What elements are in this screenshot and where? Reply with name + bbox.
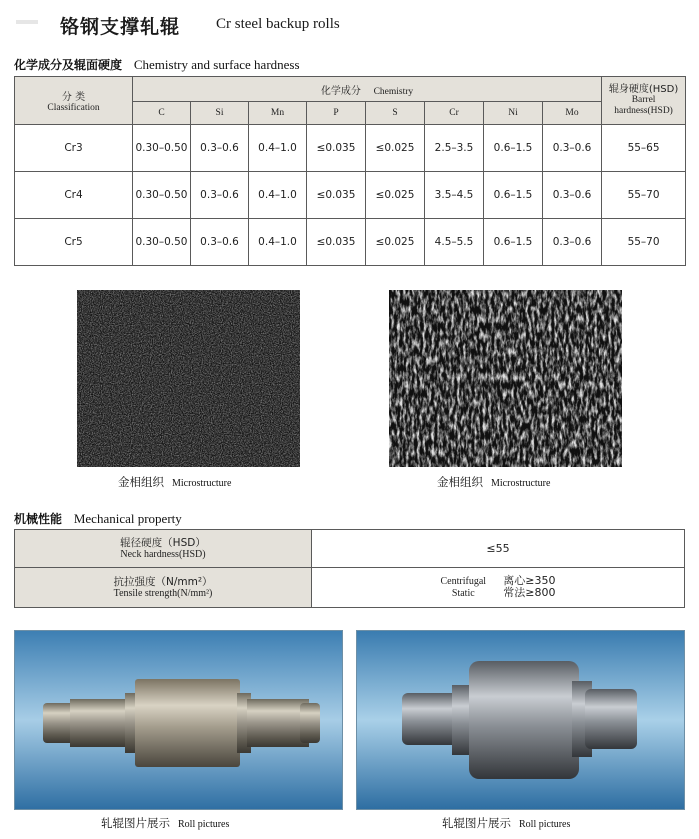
mechanical-section-title (14, 510, 182, 527)
roll-picture-right (356, 630, 685, 810)
caption-zh: 金相组织 (118, 475, 164, 489)
element-header: S (366, 102, 425, 125)
element-header: P (307, 102, 366, 125)
element-header: Mn (249, 102, 307, 125)
neck-hardness-label-zh: 辊径硬度（HSD） (120, 536, 206, 549)
value-cell: 0.3–0.6 (543, 125, 602, 172)
value-cell: ≤0.035 (307, 172, 366, 219)
hardness-header (602, 77, 686, 125)
element-header: Si (191, 102, 249, 125)
neck-hardness-label (15, 530, 312, 568)
value-cell: 0.4–1.0 (249, 172, 307, 219)
caption-zh: 金相组织 (437, 475, 483, 489)
tensile-strength-label-en: Tensile strength(N/mm²) (113, 587, 213, 599)
classification-header (15, 77, 133, 125)
value-cell: 4.5–5.5 (425, 219, 484, 266)
value-cell: 0.30–0.50 (133, 219, 191, 266)
table-row (15, 219, 686, 266)
grade-cell: Cr3 (15, 125, 133, 172)
static-value: 常法≥800 (503, 586, 556, 599)
chemistry-header-en: Chemistry (373, 86, 414, 97)
value-cell: ≤0.035 (307, 125, 366, 172)
element-header: Mo (543, 102, 602, 125)
roll-caption-left (101, 815, 229, 831)
element-header: Cr (425, 102, 484, 125)
value-cell: 0.3–0.6 (543, 219, 602, 266)
value-cell: 0.6–1.5 (484, 219, 543, 266)
element-header: C (133, 102, 191, 125)
caption-en: Microstructure (491, 478, 551, 489)
hardness-header-zh: 辊身硬度(HSD) (608, 84, 679, 95)
page-title-zh: 铬钢支撑轧辊 (60, 16, 181, 38)
value-cell: 0.30–0.50 (133, 172, 191, 219)
centrifugal-label: Centrifugal (440, 576, 487, 587)
caption-en: Microstructure (172, 478, 232, 489)
value-cell: 2.5–3.5 (425, 125, 484, 172)
table-row (15, 125, 686, 172)
microstructure-image-right (389, 290, 612, 467)
value-cell: ≤0.025 (366, 125, 425, 172)
caption-en: Roll pictures (178, 819, 230, 830)
chemistry-header (133, 77, 602, 102)
hardness-cell: 55–65 (602, 125, 686, 172)
mechanical-section-title-en: Mechanical property (73, 511, 182, 526)
method-labels (441, 576, 487, 600)
hardness-cell: 55–70 (602, 219, 686, 266)
page-title-en: Cr steel backup rolls (216, 16, 340, 32)
value-cell: 0.3–0.6 (191, 219, 249, 266)
hardness-cell: 55–70 (602, 172, 686, 219)
value-cell: ≤0.035 (307, 219, 366, 266)
value-cell: ≤0.025 (366, 172, 425, 219)
chemistry-header-zh: 化学成分 (320, 85, 361, 97)
hardness-header-en: Barrel hardness(HSD) (614, 95, 673, 116)
classification-header-zh: 分 类 (61, 92, 86, 103)
title-decoration (16, 20, 38, 24)
value-cell: ≤0.025 (366, 219, 425, 266)
chemistry-table (14, 76, 686, 266)
mechanical-section-title-zh: 机械性能 (14, 512, 63, 526)
caption-zh: 轧辊图片展示 (101, 816, 170, 830)
caption-en: Roll pictures (519, 819, 571, 830)
caption-zh: 轧辊图片展示 (442, 816, 511, 830)
roll-picture-left (14, 630, 343, 810)
tensile-strength-value (312, 568, 685, 608)
table-row (15, 172, 686, 219)
element-header: Ni (484, 102, 543, 125)
neck-hardness-label-en: Neck hardness(HSD) (120, 548, 206, 560)
value-cell: 0.6–1.5 (484, 172, 543, 219)
table-row (15, 568, 685, 608)
table-row (15, 530, 685, 568)
static-label: Static (451, 588, 475, 599)
microstructure-caption-left (118, 474, 231, 490)
microstructure-image-left (77, 290, 300, 467)
method-values (503, 575, 555, 599)
centrifugal-value: 离心≥350 (503, 574, 556, 587)
tensile-strength-label (15, 568, 312, 608)
value-cell: 0.30–0.50 (133, 125, 191, 172)
neck-hardness-value: ≤55 (312, 530, 685, 568)
grade-cell: Cr5 (15, 219, 133, 266)
chemistry-section-title-en: Chemistry and surface hardness (133, 57, 300, 72)
value-cell: 0.3–0.6 (191, 172, 249, 219)
value-cell: 0.3–0.6 (191, 125, 249, 172)
value-cell: 0.4–1.0 (249, 219, 307, 266)
chemistry-section-title-zh: 化学成分及辊面硬度 (14, 58, 123, 72)
grade-cell: Cr4 (15, 172, 133, 219)
chemistry-section-title (14, 56, 300, 73)
classification-header-en: Classification (47, 103, 100, 113)
value-cell: 0.3–0.6 (543, 172, 602, 219)
value-cell: 0.4–1.0 (249, 125, 307, 172)
tensile-strength-label-zh: 抗拉强度（N/mm²） (113, 575, 213, 588)
value-cell: 0.6–1.5 (484, 125, 543, 172)
microstructure-caption-right (437, 474, 550, 490)
value-cell: 3.5–4.5 (425, 172, 484, 219)
roll-caption-right (442, 815, 570, 831)
mechanical-table (14, 529, 685, 608)
